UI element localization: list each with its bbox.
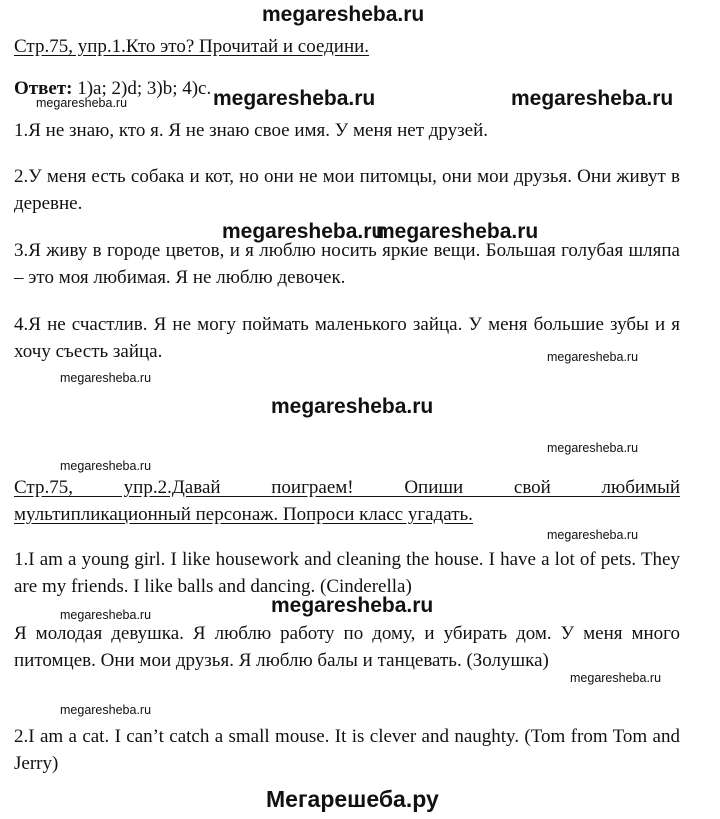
watermark-small: megaresheba.ru: [60, 608, 152, 622]
watermark-large: megaresheba.ru: [376, 220, 539, 243]
section2-heading-line2: мультипликационный персонаж. Попроси класс угадать.: [14, 504, 473, 525]
section1-item-3: 3.Я живу в городе цветов, и я люблю носить яркие вещи. Большая голубая шляпа – это моя любимая. Я не люблю девочек.: [14, 240, 680, 288]
watermark-small: megaresheba.ru: [547, 528, 639, 542]
section2-item-1: 1.I am a young girl. I like housework and cleaning the house. I have a lot of pets. They are my friends. I like balls and dancing. (Cinderella): [14, 549, 680, 597]
section1-item-1: 1.Я не знаю, кто я. Я не знаю свое имя. У меня нет друзей.: [14, 120, 489, 141]
watermark-small: megaresheba.ru: [60, 371, 152, 385]
watermark-large: megaresheba.ru: [271, 395, 434, 418]
watermark-small: megaresheba.ru: [60, 459, 152, 473]
section2-heading: [14, 474, 680, 528]
watermark-large: megaresheba.ru: [213, 87, 376, 110]
watermark-top: megaresheba.ru: [262, 3, 425, 26]
watermark-large: megaresheba.ru: [271, 594, 434, 617]
answer-label: Ответ:: [14, 78, 73, 99]
answer-text: 1)a; 2)d; 3)b; 4)c.: [72, 78, 212, 99]
section1-heading: Стр.75, упр.1.Кто это? Прочитай и соедини.: [14, 36, 370, 57]
watermark-small: megaresheba.ru: [36, 96, 128, 110]
section2-item-2: 2.I am a cat. I can’t catch a small mouse. It is clever and naughty. (Tom from Tom and Jerry): [14, 726, 680, 774]
watermark-small: megaresheba.ru: [547, 350, 639, 364]
watermark-large: megaresheba.ru: [222, 220, 385, 243]
watermark-small: megaresheba.ru: [60, 703, 152, 717]
footer-brand: Мегарешеба.ру: [266, 786, 439, 812]
watermark-large: megaresheba.ru: [511, 87, 674, 110]
section2-heading-line1: Стр.75, упр.2.Давай поиграем! Опиши свой любимый: [14, 477, 680, 498]
watermark-small: megaresheba.ru: [547, 441, 639, 455]
section1-item-4: 4.Я не счастлив. Я не могу поймать маленького зайца. У меня большие зубы и я хочу съесть зайца.: [14, 314, 680, 362]
section2-item-1-translation: Я молодая девушка. Я люблю работу по дому, и убирать дом. У меня много питомцев. Они мои друзья. Я люблю балы и танцевать. (Золушка): [14, 623, 680, 671]
watermark-small: megaresheba.ru: [570, 671, 662, 685]
section1-item-2: 2.У меня есть собака и кот, но они не мои питомцы, они мои друзья. Они живут в деревне.: [14, 166, 680, 214]
